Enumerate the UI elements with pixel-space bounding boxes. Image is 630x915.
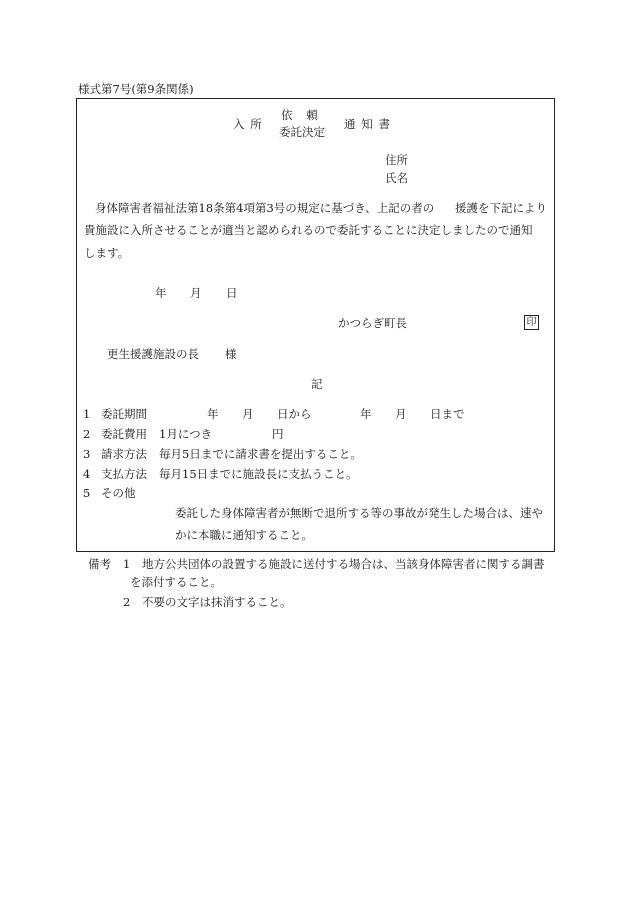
item3-num: 3: [83, 447, 91, 461]
title-left: 入所: [233, 117, 268, 131]
title-lower: 委託決定: [279, 125, 325, 139]
item5-text2: かに本職に通知すること。: [175, 528, 313, 542]
item1-to-year: 年: [360, 407, 372, 421]
date-year: 年: [155, 286, 167, 300]
body-line1: 身体障害者福祉法第18条第4項第3号の規定に基づき、上記の者の: [95, 201, 435, 215]
item1-from-year: 年: [207, 407, 219, 421]
date-month: 月: [190, 286, 202, 300]
item1-to-day: 日まで: [430, 407, 465, 421]
item4-text: 毎月15日までに施設長に支払うこと。: [159, 467, 358, 481]
issuer-title: かつらぎ町長: [338, 316, 407, 330]
item5-num: 5: [83, 486, 91, 500]
item2-label: 委託費用: [101, 427, 147, 441]
note2-text: 不要の文字は抹消すること。: [142, 595, 292, 609]
note2-num: 2: [123, 595, 131, 609]
form-number: 様式第7号(第9条関係): [78, 82, 194, 96]
form-box: [76, 98, 555, 552]
item1-from-day: 日から: [277, 407, 312, 421]
date-day: 日: [226, 286, 238, 300]
item1-label: 委託期間: [101, 407, 147, 421]
note1-text2: を添付すること。: [130, 575, 222, 589]
title-upper: 依頼: [281, 108, 332, 122]
item5-text1: 委託した身体障害者が無断で退所する等の事故が発生した場合は、速や: [175, 506, 543, 520]
item3-label: 請求方法: [101, 447, 147, 461]
item2-yen: 円: [272, 427, 284, 441]
item1-num: 1: [83, 407, 91, 421]
item1-from-month: 月: [242, 407, 254, 421]
name-label: 氏名: [385, 171, 408, 185]
item2-num: 2: [83, 427, 91, 441]
body-line2: 貴施設に入所させることが適当と認められるので委託することに決定しましたので通知: [84, 223, 533, 237]
item5-label: その他: [101, 486, 136, 500]
addressee-honorific: 様: [225, 347, 237, 361]
addressee-name: 更生援護施設の長: [107, 347, 199, 361]
body-line3: します。: [84, 246, 130, 260]
address-label: 住所: [385, 153, 408, 167]
body-line1-tail: 援護を下記により: [455, 201, 547, 215]
note1-num: 1: [123, 557, 131, 571]
item4-label: 支払方法: [101, 467, 147, 481]
item4-num: 4: [83, 467, 91, 481]
ki-mark: 記: [311, 377, 323, 391]
note1-text1: 地方公共団体の設置する施設に送付する場合は、当該身体障害者に関する調書: [142, 557, 545, 571]
item2-per: 1月につき: [159, 427, 213, 441]
notes-label: 備考: [88, 557, 111, 571]
seal-mark: 印: [524, 315, 539, 330]
title-right: 通知書: [344, 117, 396, 131]
item3-text: 毎月5日までに請求書を提出すること。: [159, 447, 362, 461]
item1-to-month: 月: [395, 407, 407, 421]
